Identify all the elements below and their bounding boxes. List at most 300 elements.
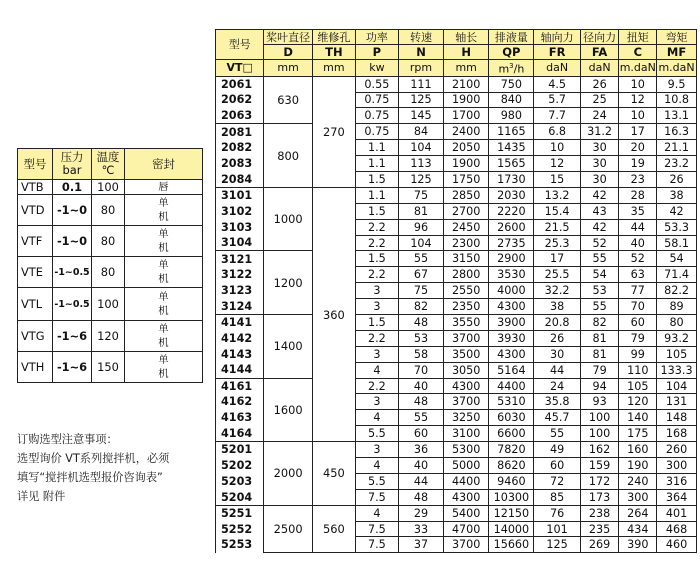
value-cell: 30 — [534, 346, 580, 362]
model-cell: 4142 — [216, 330, 264, 346]
value-cell: 10 — [534, 140, 580, 156]
seal-model-cell: VTG — [18, 321, 53, 352]
value-cell: 5000 — [444, 458, 489, 474]
value-cell: 4400 — [489, 378, 534, 394]
seal-type-cell — [125, 321, 203, 352]
value-cell: 21.1 — [657, 140, 697, 156]
value-cell: 10 — [619, 76, 657, 92]
value-cell: 9.5 — [657, 76, 697, 92]
value-cell: 3 — [355, 283, 398, 299]
value-cell: 1.1 — [355, 140, 398, 156]
model-cell: 3101 — [216, 187, 264, 203]
value-cell: 16.3 — [657, 124, 697, 140]
value-cell: 81 — [580, 346, 619, 362]
value-cell: 15660 — [489, 537, 534, 553]
seal-model-cell: VTD — [18, 195, 53, 226]
value-cell: 5400 — [444, 505, 489, 521]
value-cell: 173 — [580, 489, 619, 505]
value-cell: 48 — [398, 394, 443, 410]
seal-header-line: 型号 — [23, 156, 47, 171]
column-symbol: D — [264, 45, 312, 60]
model-cell: 3102 — [216, 203, 264, 219]
seal-model-cell: VTH — [18, 352, 53, 383]
value-cell: 1750 — [444, 172, 489, 188]
value-cell: 38 — [534, 299, 580, 315]
value-cell: 4400 — [444, 473, 489, 489]
value-cell: 2300 — [444, 235, 489, 251]
value-cell: 7.5 — [355, 537, 398, 553]
value-cell: 79 — [619, 330, 657, 346]
value-cell: 82 — [580, 315, 619, 331]
value-cell: 52 — [580, 235, 619, 251]
value-cell: 1.5 — [355, 203, 398, 219]
value-cell: 401 — [657, 505, 697, 521]
column-header: 轴长 — [444, 30, 489, 45]
inspection-hole-cell: 560 — [312, 505, 355, 553]
value-cell: 1565 — [489, 156, 534, 172]
value-cell: 125 — [398, 92, 443, 108]
seal-type-cell — [125, 180, 203, 195]
value-cell: 4 — [355, 505, 398, 521]
model-cell: 5202 — [216, 458, 264, 474]
value-cell: 3 — [355, 299, 398, 315]
seal-temp-cell: 80 — [92, 257, 125, 288]
value-cell: 148 — [657, 410, 697, 426]
value-cell: 131 — [657, 394, 697, 410]
value-cell: 10 — [619, 108, 657, 124]
value-cell: 55 — [580, 299, 619, 315]
column-unit: mm — [312, 60, 355, 77]
column-unit: mm — [444, 60, 489, 77]
seal-pressure-cell: -1~0.5 — [53, 257, 92, 288]
value-cell: 48 — [398, 489, 443, 505]
value-cell: 1.1 — [355, 156, 398, 172]
value-cell: 84 — [398, 124, 443, 140]
column-unit: mm — [264, 60, 312, 77]
value-cell: 36 — [398, 442, 443, 458]
value-cell: 12 — [619, 92, 657, 108]
value-cell: 70 — [398, 362, 443, 378]
value-cell: 3 — [355, 394, 398, 410]
seal-model-cell: VTF — [18, 226, 53, 257]
value-cell: 5.5 — [355, 426, 398, 442]
value-cell: 316 — [657, 473, 697, 489]
seal-row — [18, 352, 203, 383]
column-symbol: TH — [312, 45, 355, 60]
value-cell: 32.2 — [534, 283, 580, 299]
value-cell: 58.1 — [657, 235, 697, 251]
value-cell: 2550 — [444, 283, 489, 299]
value-cell: 6600 — [489, 426, 534, 442]
value-cell: 55 — [534, 426, 580, 442]
value-cell: 42 — [580, 187, 619, 203]
seal-column-header — [53, 149, 92, 180]
inspection-hole-cell: 450 — [312, 442, 355, 506]
value-cell: 31.2 — [580, 124, 619, 140]
value-cell: 2735 — [489, 235, 534, 251]
note-title: 订购选型注意事项： — [17, 433, 118, 446]
value-cell: 1900 — [444, 156, 489, 172]
value-cell: 40 — [398, 378, 443, 394]
diameter-cell: 630 — [264, 76, 312, 124]
value-cell: 55 — [398, 410, 443, 426]
note-line: 填写“搅拌机选型报价咨询表” — [17, 471, 163, 484]
value-cell: 17 — [619, 124, 657, 140]
value-cell: 75 — [398, 187, 443, 203]
value-cell: 1900 — [444, 92, 489, 108]
column-header: 排液量 — [489, 30, 534, 45]
value-cell: 3050 — [444, 362, 489, 378]
value-cell: 35.8 — [534, 394, 580, 410]
value-cell: 4700 — [444, 521, 489, 537]
value-cell: 44 — [398, 473, 443, 489]
value-cell: 269 — [580, 537, 619, 553]
seal-header-line: 压力 — [60, 150, 84, 164]
value-cell: 7820 — [489, 442, 534, 458]
value-cell: 125 — [534, 537, 580, 553]
value-cell: 145 — [398, 108, 443, 124]
seal-row — [18, 180, 203, 195]
value-cell: 70 — [619, 299, 657, 315]
column-symbol: MF — [657, 45, 697, 60]
column-unit: kw — [355, 60, 398, 77]
value-cell: 3930 — [489, 330, 534, 346]
model-cell: 3104 — [216, 235, 264, 251]
model-cell: 5203 — [216, 473, 264, 489]
seal-column-header — [92, 149, 125, 180]
value-cell: 264 — [619, 505, 657, 521]
table-row — [216, 187, 697, 203]
value-cell: 1.5 — [355, 172, 398, 188]
value-cell: 4.5 — [534, 76, 580, 92]
value-cell: 2.2 — [355, 267, 398, 283]
value-cell: 100 — [580, 426, 619, 442]
seal-type-line: 单 — [158, 291, 169, 303]
value-cell: 434 — [619, 521, 657, 537]
value-cell: 133.3 — [657, 362, 697, 378]
value-cell: 3250 — [444, 410, 489, 426]
seal-column-header — [125, 149, 203, 180]
value-cell: 3700 — [444, 537, 489, 553]
seal-pressure-cell: -1~0 — [53, 226, 92, 257]
value-cell: 0.75 — [355, 92, 398, 108]
value-cell: 99 — [619, 346, 657, 362]
value-cell: 0.55 — [355, 76, 398, 92]
value-cell: 17 — [534, 251, 580, 267]
value-cell: 43 — [580, 203, 619, 219]
model-cell: 2084 — [216, 172, 264, 188]
value-cell: 111 — [398, 76, 443, 92]
value-cell: 79 — [580, 362, 619, 378]
value-cell: 2.2 — [355, 378, 398, 394]
value-cell: 3 — [355, 442, 398, 458]
value-cell: 42 — [580, 219, 619, 235]
column-header: 扭矩 — [619, 30, 657, 45]
seal-type-cell — [125, 352, 203, 383]
diameter-cell: 2000 — [264, 442, 312, 506]
value-cell: 49 — [534, 442, 580, 458]
value-cell: 240 — [619, 473, 657, 489]
value-cell: 1435 — [489, 140, 534, 156]
seal-type-line: 单 — [158, 228, 169, 240]
model-cell: 2082 — [216, 140, 264, 156]
value-cell: 5164 — [489, 362, 534, 378]
diameter-cell: 1200 — [264, 251, 312, 315]
cropped-header-strip — [0, 0, 700, 6]
specification-table — [215, 29, 697, 553]
value-cell: 4 — [355, 458, 398, 474]
value-cell: 104 — [657, 378, 697, 394]
model-cell: 5252 — [216, 521, 264, 537]
seal-row — [18, 288, 203, 321]
value-cell: 4300 — [489, 299, 534, 315]
value-cell: 750 — [489, 76, 534, 92]
value-cell: 2850 — [444, 187, 489, 203]
seal-type-line: 唇 — [158, 181, 169, 193]
column-symbol: FR — [534, 45, 580, 60]
value-cell: 1.1 — [355, 187, 398, 203]
seal-pressure-cell: -1~6 — [53, 352, 92, 383]
value-cell: 364 — [657, 489, 697, 505]
value-cell: 54 — [657, 251, 697, 267]
model-cell: 3121 — [216, 251, 264, 267]
value-cell: 30 — [580, 140, 619, 156]
model-cell: 4161 — [216, 378, 264, 394]
seal-type-line: 机 — [158, 368, 169, 380]
column-symbol: FA — [580, 45, 619, 60]
inspection-hole-cell: 360 — [312, 187, 355, 441]
seal-type-line: 单 — [158, 323, 169, 335]
value-cell: 23.2 — [657, 156, 697, 172]
diameter-cell: 1400 — [264, 315, 312, 379]
value-cell: 24 — [580, 108, 619, 124]
value-cell: 37 — [398, 537, 443, 553]
value-cell: 2220 — [489, 203, 534, 219]
value-cell: 21.5 — [534, 219, 580, 235]
column-header: 型号 — [216, 30, 264, 60]
seal-type-line: 机 — [158, 273, 169, 285]
value-cell: 125 — [398, 172, 443, 188]
column-unit: rpm — [398, 60, 443, 77]
seal-type-line: 单 — [158, 197, 169, 209]
model-cell: 4143 — [216, 346, 264, 362]
value-cell: 85 — [534, 489, 580, 505]
value-cell: 55 — [398, 251, 443, 267]
value-cell: 6.8 — [534, 124, 580, 140]
value-cell: 4000 — [489, 283, 534, 299]
column-symbol: C — [619, 45, 657, 60]
value-cell: 24 — [534, 378, 580, 394]
value-cell: 30 — [580, 156, 619, 172]
seal-type-line: 机 — [158, 337, 169, 349]
value-cell: 120 — [619, 394, 657, 410]
model-cell: 5201 — [216, 442, 264, 458]
value-cell: 0.75 — [355, 124, 398, 140]
value-cell: 2900 — [489, 251, 534, 267]
value-cell: 2.2 — [355, 235, 398, 251]
column-symbol: H — [444, 45, 489, 60]
value-cell: 2.2 — [355, 330, 398, 346]
value-cell: 72 — [534, 473, 580, 489]
value-cell: 113 — [398, 156, 443, 172]
value-cell: 1.5 — [355, 251, 398, 267]
table-row — [216, 76, 697, 92]
value-cell: 2030 — [489, 187, 534, 203]
table-row — [216, 315, 697, 331]
value-cell: 28 — [619, 187, 657, 203]
model-cell: 4144 — [216, 362, 264, 378]
column-symbol: N — [398, 45, 443, 60]
value-cell: 2800 — [444, 267, 489, 283]
note-line: 详见 附件 — [17, 490, 66, 503]
seal-type-cell — [125, 257, 203, 288]
value-cell: 3 — [355, 346, 398, 362]
table-row — [216, 442, 697, 458]
diameter-cell: 2500 — [264, 505, 312, 553]
value-cell: 13.2 — [534, 187, 580, 203]
table-row — [216, 251, 697, 267]
value-cell: 54 — [580, 267, 619, 283]
seal-header-line: 密封 — [152, 156, 175, 171]
value-cell: 1730 — [489, 172, 534, 188]
value-cell: 190 — [619, 458, 657, 474]
value-cell: 30 — [580, 172, 619, 188]
value-cell: 2100 — [444, 76, 489, 92]
value-cell: 7.5 — [355, 489, 398, 505]
model-cell: 2081 — [216, 124, 264, 140]
value-cell: 53 — [580, 283, 619, 299]
column-unit: VT□ — [216, 60, 264, 77]
value-cell: 5300 — [444, 442, 489, 458]
value-cell: 53 — [398, 330, 443, 346]
value-cell: 23 — [619, 172, 657, 188]
value-cell: 14000 — [489, 521, 534, 537]
value-cell: 104 — [398, 140, 443, 156]
value-cell: 159 — [580, 458, 619, 474]
value-cell: 390 — [619, 537, 657, 553]
value-cell: 45.7 — [534, 410, 580, 426]
seal-pressure-cell: -1~0 — [53, 195, 92, 226]
seal-temp-cell: 120 — [92, 321, 125, 352]
value-cell: 175 — [619, 426, 657, 442]
value-cell: 260 — [657, 442, 697, 458]
value-cell: 12150 — [489, 505, 534, 521]
value-cell: 110 — [619, 362, 657, 378]
value-cell: 140 — [619, 410, 657, 426]
value-cell: 76 — [534, 505, 580, 521]
seal-header-line: ℃ — [101, 163, 115, 177]
value-cell: 81 — [580, 330, 619, 346]
value-cell: 3530 — [489, 267, 534, 283]
seal-temp-cell: 80 — [92, 195, 125, 226]
value-cell: 7.5 — [355, 521, 398, 537]
seal-options-table — [17, 148, 203, 383]
seal-row — [18, 257, 203, 288]
value-cell: 80 — [657, 315, 697, 331]
value-cell: 40 — [619, 235, 657, 251]
value-cell: 0.75 — [355, 108, 398, 124]
model-cell: 4162 — [216, 394, 264, 410]
value-cell: 2600 — [489, 219, 534, 235]
seal-row — [18, 195, 203, 226]
table-row — [216, 124, 697, 140]
model-cell: 2083 — [216, 156, 264, 172]
model-cell: 4164 — [216, 426, 264, 442]
value-cell: 20 — [619, 140, 657, 156]
value-cell: 460 — [657, 537, 697, 553]
value-cell: 93 — [580, 394, 619, 410]
seal-temp-cell: 80 — [92, 226, 125, 257]
value-cell: 40 — [398, 458, 443, 474]
value-cell: 4 — [355, 362, 398, 378]
model-cell: 3123 — [216, 283, 264, 299]
value-cell: 300 — [657, 458, 697, 474]
value-cell: 48 — [398, 315, 443, 331]
value-cell: 82.2 — [657, 283, 697, 299]
diameter-cell: 1600 — [264, 378, 312, 442]
value-cell: 63 — [619, 267, 657, 283]
model-cell: 4141 — [216, 315, 264, 331]
seal-header-line: bar — [62, 163, 82, 177]
value-cell: 3900 — [489, 315, 534, 331]
value-cell: 35 — [619, 203, 657, 219]
column-header: 弯矩 — [657, 30, 697, 45]
column-unit: $m^3/h$ — [489, 60, 534, 77]
diameter-cell: 800 — [264, 124, 312, 188]
value-cell: 67 — [398, 267, 443, 283]
seal-type-line: 机 — [158, 211, 169, 223]
model-cell: 5251 — [216, 505, 264, 521]
value-cell: 75 — [398, 283, 443, 299]
value-cell: 10300 — [489, 489, 534, 505]
value-cell: 60 — [619, 315, 657, 331]
value-cell: 19 — [619, 156, 657, 172]
seal-pressure-cell: 0.1 — [53, 180, 92, 195]
value-cell: 4300 — [489, 346, 534, 362]
value-cell: 300 — [619, 489, 657, 505]
seal-header-line: 温度 — [96, 150, 120, 164]
value-cell: 5.7 — [534, 92, 580, 108]
note-line: 选型询价 VT系列搅拌机，必须 — [17, 452, 170, 465]
value-cell: 13.1 — [657, 108, 697, 124]
model-cell: 2062 — [216, 92, 264, 108]
value-cell: 468 — [657, 521, 697, 537]
seal-type-cell — [125, 195, 203, 226]
seal-type-cell — [125, 288, 203, 321]
value-cell: 2450 — [444, 219, 489, 235]
seal-type-line: 机 — [158, 305, 169, 317]
value-cell: 15 — [534, 172, 580, 188]
value-cell: 71.4 — [657, 267, 697, 283]
model-cell: 3103 — [216, 219, 264, 235]
value-cell: 44 — [534, 362, 580, 378]
column-header: 维修孔 — [312, 30, 355, 45]
value-cell: 1700 — [444, 108, 489, 124]
value-cell: 3500 — [444, 346, 489, 362]
value-cell: 3150 — [444, 251, 489, 267]
value-cell: 100 — [580, 410, 619, 426]
column-symbol: P — [355, 45, 398, 60]
model-cell: 5253 — [216, 537, 264, 553]
seal-row — [18, 226, 203, 257]
value-cell: 5310 — [489, 394, 534, 410]
column-symbol: QP — [489, 45, 534, 60]
value-cell: 172 — [580, 473, 619, 489]
seal-model-cell: VTE — [18, 257, 53, 288]
value-cell: 235 — [580, 521, 619, 537]
seal-pressure-cell: -1~0.5 — [53, 288, 92, 321]
value-cell: 4300 — [444, 378, 489, 394]
